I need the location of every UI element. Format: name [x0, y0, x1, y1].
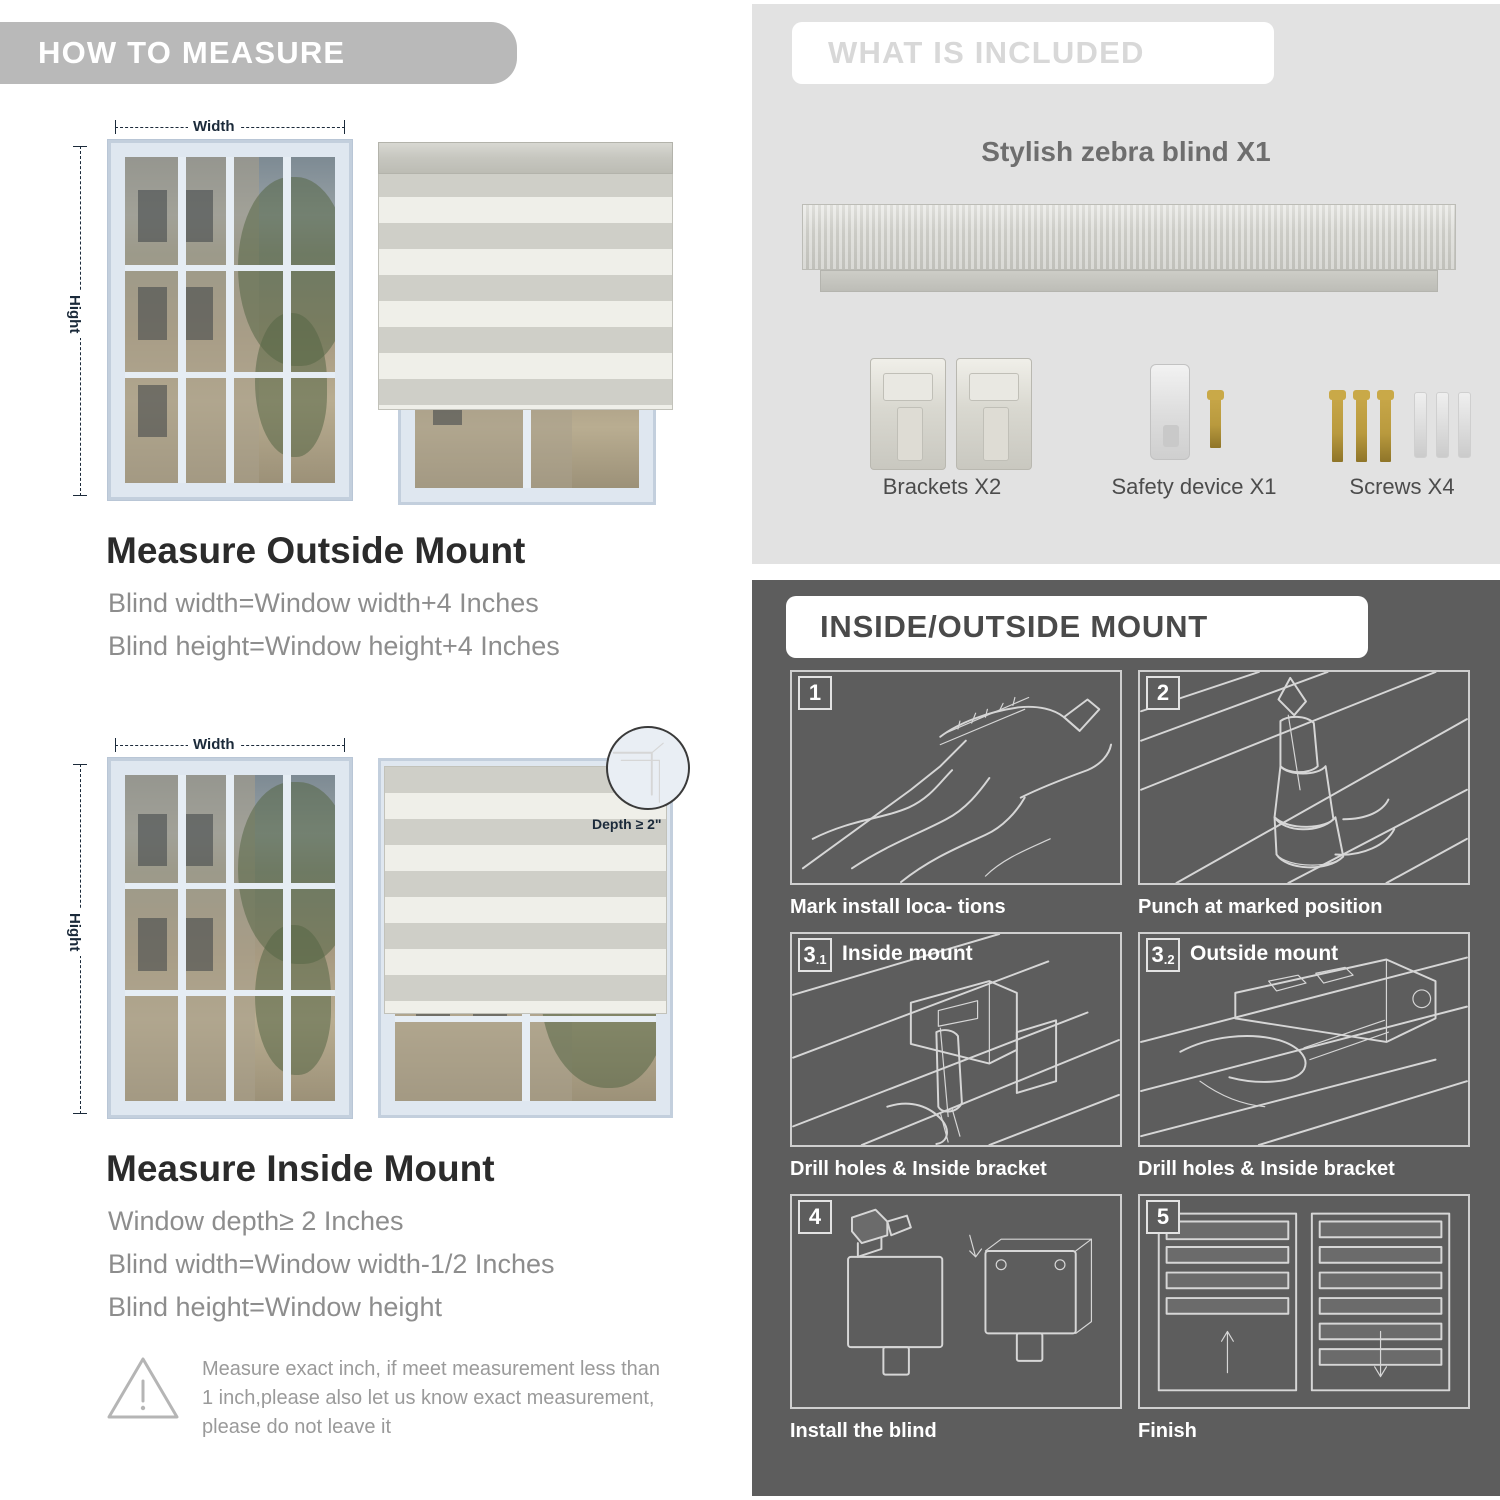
measure-inside-mount-title: Measure Inside Mount	[106, 1148, 495, 1189]
window-outside-mounted-blind	[378, 130, 673, 505]
step-2-number: 2	[1146, 676, 1180, 710]
step-3-2-inline-title: Outside mount	[1190, 942, 1339, 965]
window-pane-grid	[125, 157, 335, 483]
window-outside-plain	[108, 140, 352, 500]
outside-width-label: Width	[188, 118, 240, 135]
step-3-1-caption: Drill holes & Inside bracket	[790, 1158, 1047, 1180]
outside-mount-illustration	[60, 110, 680, 510]
outside-rule-2: Blind height=Window height+4 Inches	[108, 631, 560, 661]
product-bottom-rail	[820, 270, 1438, 292]
wall-anchor-icon-1	[1414, 392, 1427, 458]
step-1-number: 1	[798, 676, 832, 710]
outside-height-tick-bottom	[73, 495, 87, 496]
inside-outside-mount-header: INSIDE/OUTSIDE MOUNT	[786, 596, 1368, 658]
depth-callout-circle	[606, 726, 690, 810]
step-3-1-inline-title: Inside mount	[842, 942, 973, 965]
outside-width-tick-right	[344, 120, 345, 134]
product-title: Stylish zebra blind X1	[981, 136, 1271, 167]
how-to-measure-header: HOW TO MEASURE	[0, 22, 517, 84]
step-3-2	[1138, 932, 1470, 1192]
screw-icon	[1210, 390, 1221, 448]
part-screws	[1312, 354, 1492, 500]
wall-anchor-icon-2	[1436, 392, 1449, 458]
inside-height-label: Hight	[66, 908, 83, 956]
part-safety-device-label: Safety device X1	[1111, 474, 1277, 499]
inside-outside-mount-section	[752, 580, 1500, 1496]
outside-rule-1: Blind width=Window width+4 Inches	[108, 588, 539, 618]
inside-width-tick-right	[344, 738, 345, 752]
install-blind-icon	[792, 1196, 1120, 1407]
step-5-image	[1138, 1194, 1470, 1409]
hand-pencil-ruler-icon	[792, 672, 1120, 883]
inside-width-tick-left	[115, 738, 116, 752]
step-5	[1138, 1194, 1470, 1454]
right-panel	[748, 0, 1500, 1500]
step-3-1-number: 3 .1	[798, 938, 832, 972]
depth-label: Depth ≥ 2"	[592, 816, 662, 832]
step-3-2-caption: Drill holes & Inside bracket	[1138, 1158, 1395, 1180]
drill-icon	[1140, 672, 1468, 883]
step-4-number: 4	[798, 1200, 832, 1234]
safety-device-icon	[1150, 364, 1190, 460]
finished-blind-icon	[1140, 1196, 1468, 1407]
step-3-1	[790, 932, 1122, 1192]
what-is-included-section	[752, 4, 1500, 564]
step-1	[790, 670, 1122, 930]
inside-mount-illustration	[60, 728, 700, 1128]
window-inside-plain	[108, 758, 352, 1118]
bracket-icon-2	[956, 358, 1032, 470]
step-2-image	[1138, 670, 1470, 885]
warning-text: Measure exact inch, if meet measurement less than 1 inch,please also let us know exact measurement, please do not leave it	[202, 1358, 660, 1438]
part-brackets-label: Brackets X2	[882, 474, 1002, 499]
inside-rule-3: Blind height=Window height	[108, 1292, 442, 1322]
zebra-blind-product-image	[802, 204, 1456, 304]
window-inside-mounted-blind	[378, 758, 673, 1118]
step-4	[790, 1194, 1122, 1454]
inside-height-tick-top	[73, 764, 87, 765]
measure-outside-mount-title: Measure Outside Mount	[106, 530, 526, 571]
inside-height-tick-bottom	[73, 1113, 87, 1114]
step-1-image	[790, 670, 1122, 885]
outside-height-tick-top	[73, 146, 87, 147]
part-brackets	[808, 354, 1076, 500]
screw-icon-2	[1356, 390, 1367, 462]
step-3-2-number: 3 .2	[1146, 938, 1180, 972]
outside-height-label: Hight	[66, 290, 83, 338]
blind-fabric-outside	[378, 170, 673, 410]
product-texture	[803, 205, 1455, 269]
window-glass-2	[125, 775, 335, 1101]
wall-anchor-icon-3	[1458, 392, 1471, 458]
step-1-caption: Mark install loca- tions	[790, 896, 1006, 918]
step-5-caption: Finish	[1138, 1420, 1197, 1442]
inside-width-label: Width	[188, 736, 240, 753]
what-is-included-header: WHAT IS INCLUDED	[792, 22, 1274, 84]
inside-rule-2: Blind width=Window width-1/2 Inches	[108, 1249, 555, 1279]
step-5-number: 5	[1146, 1200, 1180, 1234]
screw-icon-3	[1380, 390, 1391, 462]
step-2	[1138, 670, 1470, 930]
inside-rule-1: Window depth≥ 2 Inches	[108, 1206, 404, 1236]
how-to-measure-panel	[0, 0, 748, 1500]
window-glass	[125, 157, 335, 483]
bracket-icon	[870, 358, 946, 470]
part-screws-label: Screws X4	[1349, 474, 1455, 499]
screw-icon-1	[1332, 390, 1343, 462]
outside-width-tick-left	[115, 120, 116, 134]
warning-note	[106, 1355, 666, 1442]
depth-callout-sketch	[608, 728, 688, 808]
step-2-caption: Punch at marked position	[1138, 896, 1383, 918]
product-headrail	[802, 204, 1456, 270]
step-4-image	[790, 1194, 1122, 1409]
warning-triangle-icon	[106, 1355, 180, 1421]
part-safety-device	[1064, 354, 1324, 500]
step-4-caption: Install the blind	[790, 1420, 937, 1442]
blind-headrail-outside	[378, 142, 673, 174]
